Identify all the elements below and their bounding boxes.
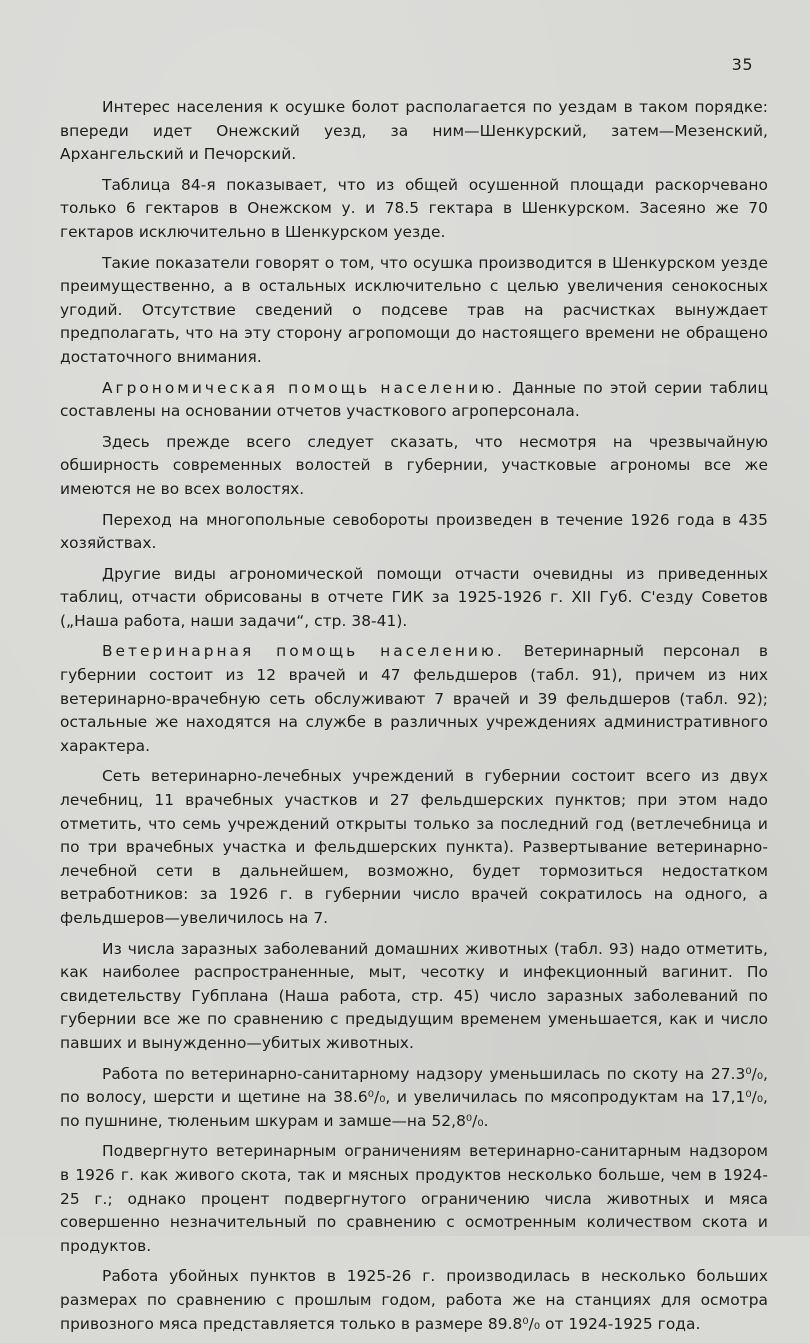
body-text xyxy=(60,96,768,1343)
paragraph-1 xyxy=(60,96,768,167)
paragraph-4 xyxy=(60,377,768,424)
paragraph-text: Такие показатели говорят о том, что осушка производится в Шенкурском уезде преимущественно, а в остальных исключительно с целью увеличения сенокосных угодий. Отсутствие сведений о подсеве трав на расчистках вынуждает предполагать, что на эту сторону агропомощи до настоящего времени не обращено достаточного внимания. xyxy=(60,253,768,366)
paragraph-text: Из числа заразных заболеваний домашних животных (табл. 93) надо отметить, как наиболее распространенные, мыт, чесотку и инфекционный вагинит. По свидетельству Губплана (Наша работа, стр. 45) число заразных заболеваний по губернии все же по сравнению с предыдущим временем уменьшается, как и число павших и вынужденно—убитых животных. xyxy=(60,939,768,1052)
paragraph-5 xyxy=(60,431,768,502)
paragraph-text: Ветеринарный персонал в губернии состоит из 12 врачей и 47 фельдшеров (табл. 91), причем из них ветеринарно-врачебную сеть обслуживают 7 врачей и 39 фельдшеров (табл. 92); остальные же находятся на службе в различных учреждениях административного характера. xyxy=(60,642,768,755)
paragraph-8 xyxy=(60,640,768,758)
paragraph-text: Переход на многопольные севобороты произведен в течение 1926 года в 435 хозяйствах. xyxy=(60,510,768,553)
paragraph-11 xyxy=(60,1063,768,1134)
paragraph-text: Другие виды агрономической помощи отчасти очевидны из приведенных таблиц, отчасти обрисованы в отчете ГИК за 1925-1926 г. XII Губ. С'езду Советов („Наша работа, наши задачи“, стр. 38-41). xyxy=(60,564,768,630)
paragraph-text: Здесь прежде всего следует сказать, что несмотря на чрезвычайную обширность современных волостей в губернии, участковые агрономы все же имеются не во всех волостях. xyxy=(60,432,768,498)
paragraph-3 xyxy=(60,252,768,370)
paragraph-text: Сеть ветеринарно-лечебных учреждений в губернии состоит всего из двух лечебниц, 11 врачебных участков и 27 фельдшерских пунктов; при этом надо отметить, что семь учреждений открыты только за последний год (ветлечебница и по три врачебных участка и фельдшерских пункта). Развертывание ветеринарно-лечебной сети в дальнейшем, возможно, будет тормозиться недостатком ветработников: за 1926 г. в губернии число врачей сократилось на одного, а фельдшеров—увеличилось на 7. xyxy=(60,767,768,927)
paragraph-2 xyxy=(60,174,768,245)
paragraph-10 xyxy=(60,938,768,1056)
paragraph-text: Работа убойных пунктов в 1925-26 г. производилась в несколько больших размерах по сравнению с прошлым годом, работа же на станциях для осмотра привозного мяса представляется только в размере 89.8⁰/₀ от 1924-1925 года. xyxy=(60,1267,768,1333)
section-heading-agronomic-help: Агрономическая помощь населению. xyxy=(102,378,506,397)
paragraph-text: Интерес населения к осушке болот располагается по уездам в таком порядке: впереди идет Онежский уезд, за ним—Шенкурский, затем—Мезенский, Архангельский и Печорский. xyxy=(60,98,768,164)
section-heading-veterinary-help: Ветеринарная помощь населению. xyxy=(102,642,505,661)
paragraph-9 xyxy=(60,765,768,930)
paragraph-6 xyxy=(60,509,768,556)
paragraph-13 xyxy=(60,1265,768,1336)
paragraph-text: Подвергнуто ветеринарным ограничениям ветеринарно-санитарным надзором в 1926 г. как живого скота, так и мясных продуктов несколько больше, чем в 1924-25 г.; однако процент подвергнутого ограничению числа животных и мяса совершенно незначительный по сравнению с осмотренным количеством скота и продуктов. xyxy=(60,1142,768,1255)
paragraph-7 xyxy=(60,563,768,634)
paragraph-text: Работа по ветеринарно-санитарному надзору уменьшилась по скоту на 27.3⁰/₀, по волосу, шерсти и щетине на 38.6⁰/₀, и увеличилась по мясопродуктам на 17,1⁰/₀, по пушнине, тюленьим шкурам и замше—на 52,8⁰/₀. xyxy=(60,1064,768,1130)
paragraph-text: Данные по этой серии таблиц составлены на основании отчетов участкового агроперсонала. xyxy=(60,378,769,421)
paragraph-12 xyxy=(60,1140,768,1258)
page-number: 35 xyxy=(731,55,753,74)
paragraph-text: Таблица 84-я показывает, что из общей осушенной площади раскорчевано только 6 гектаров в Онежском у. и 78.5 гектара в Шенкурском. Засеяно же 70 гектаров исключительно в Шенкурском уезде. xyxy=(60,175,768,241)
